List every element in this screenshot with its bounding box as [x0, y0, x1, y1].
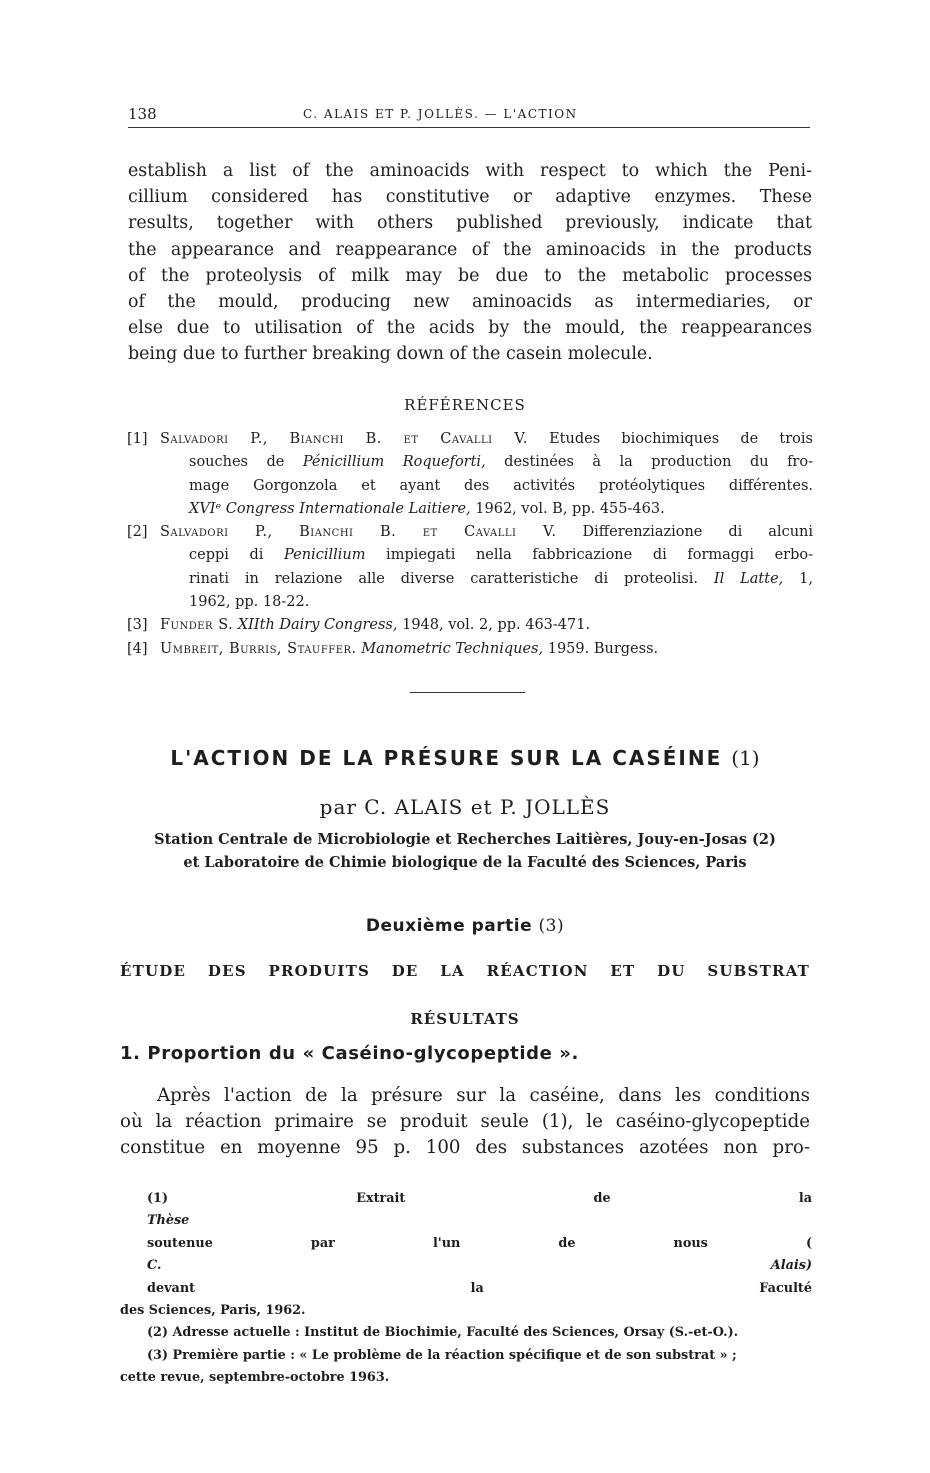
- text-line: being due to further breaking down of the casein molecule.: [128, 344, 653, 365]
- references-list: [127, 428, 813, 661]
- reference-text: 1948, vol. 2, pp. 463-471.: [397, 617, 591, 634]
- page-number: 138: [128, 105, 157, 123]
- reference-text: 1962, vol. B, pp. 455-463.: [470, 500, 665, 517]
- article-authors: par C. ALAIS et P. JOLLÈS: [319, 795, 611, 819]
- footnote-text: devant la Faculté: [147, 1280, 812, 1296]
- text-line: results, together with others published previously, indicate that: [128, 213, 812, 234]
- reference-number: [1]: [127, 431, 148, 447]
- reference-line: [127, 568, 813, 591]
- reference-authors: Umbreit, Burris, Stauffer.: [160, 640, 357, 657]
- reference-italic: XIIth Dairy Congress,: [237, 617, 398, 634]
- running-title: C. ALAIS ET P. JOLLÈS. — L'ACTION: [303, 107, 578, 121]
- affiliation-line: et Laboratoire de Chimie biologique de la Faculté des Sciences, Paris: [183, 854, 747, 871]
- reference-line: [127, 428, 813, 451]
- reference-line: [127, 521, 813, 544]
- reference-line: [127, 451, 813, 474]
- text-line: où la réaction primaire se produit seule (1), le caséino-glycopeptide: [120, 1111, 810, 1132]
- reference-text: Differenziazione di alcuni: [582, 524, 814, 541]
- reference-text: impiegati nella fabbricazione di formaggi erbo-: [365, 547, 813, 564]
- reference-number: [3]: [127, 617, 148, 634]
- reference-authors: Salvadori P., Bianchi B. et Cavalli V.: [160, 524, 557, 541]
- references-heading: RÉFÉRENCES: [404, 396, 526, 414]
- affiliation: [0, 828, 930, 874]
- reference-text: 1,: [783, 570, 813, 587]
- text-line: establish a list of the aminoacids with respect to which the Peni-: [128, 161, 812, 181]
- footnote-line: des Sciences, Paris, 1962.: [120, 1303, 306, 1319]
- reference-number: [4]: [127, 640, 148, 657]
- article-title: [0, 746, 930, 770]
- reference-italic: Pénicillium Roqueforti,: [302, 454, 486, 471]
- affiliation-line: Station Centrale de Microbiologie et Recherches Laitières, Jouy-en-Josas (2): [154, 831, 776, 848]
- text-line: of the proteolysis of milk may be due to the metabolic processes: [128, 265, 812, 286]
- footnotes: [120, 1188, 812, 1390]
- results-heading: RÉSULTATS: [410, 1010, 520, 1028]
- text-line: cillium considered has constitutive or adaptive enzymes. These: [128, 187, 812, 208]
- footnote-line: (2) Adresse actuelle : Institut de Biochimie, Faculté des Sciences, Orsay (S.-et-O.).: [147, 1325, 739, 1341]
- footnote-ref: (1): [731, 746, 760, 770]
- reference-italic: Il Latte,: [713, 570, 784, 587]
- running-header: [128, 101, 810, 128]
- reference-line: [127, 498, 813, 521]
- reference-text: 1959. Burgess.: [543, 640, 659, 657]
- text-line: of the mould, producing new aminoacids as intermediaries, or: [128, 292, 812, 313]
- reference-authors: Salvadori P., Bianchi B. et Cavalli V.: [160, 431, 528, 447]
- intro-paragraph: [128, 158, 812, 368]
- reference-text: souches de: [189, 454, 303, 471]
- section-divider: [410, 692, 525, 693]
- reference-line: 1962, pp. 18-22.: [189, 594, 310, 611]
- reference-item: [127, 428, 813, 521]
- reference-text: ceppi di: [189, 547, 285, 564]
- subsection-heading: 1. Proportion du « Caséino-glycopeptide ».: [120, 1043, 579, 1064]
- reference-authors: Funder S.: [160, 617, 234, 634]
- article-paragraph: [120, 1083, 810, 1161]
- footnote-line: (3) Première partie : « Le problème de la réaction spécifique et de son substrat » ;: [147, 1347, 737, 1363]
- text-line: else due to utilisation of the acids by the mould, the reappearances: [128, 318, 812, 339]
- reference-line: [127, 614, 813, 637]
- footnote-ref: (3): [538, 916, 565, 936]
- article-title-text: L'ACTION DE LA PRÉSURE SUR LA CASÉINE: [170, 746, 723, 770]
- text-line: constitue en moyenne 95 p. 100 des substances azotées non pro-: [120, 1137, 810, 1158]
- text-line: the appearance and reappearance of the aminoacids in the products: [128, 239, 812, 260]
- reference-italic: Penicillium: [284, 547, 366, 564]
- footnote-text: soutenue par l'un de nous (: [147, 1235, 812, 1251]
- reference-number: [2]: [127, 524, 148, 541]
- reference-text: Etudes biochimiques de trois: [549, 431, 813, 447]
- reference-item: [127, 638, 813, 661]
- footnote-italic: C. Alais): [147, 1258, 812, 1274]
- reference-line: mage Gorgonzola et ayant des activités protéolytiques différentes.: [189, 477, 813, 494]
- reference-item: [127, 614, 813, 637]
- footnote-line: cette revue, septembre-octobre 1963.: [120, 1370, 390, 1386]
- section-heading: ÉTUDE DES PRODUITS DE LA RÉACTION ET DU SUBSTRAT: [120, 962, 810, 980]
- reference-italic: Manometric Techniques,: [361, 640, 544, 657]
- reference-italic: XVIᵉ Congress Internationale Laitiere,: [189, 500, 471, 517]
- part-heading: [0, 916, 930, 936]
- footnote-line: [120, 1188, 812, 1300]
- reference-text: rinati in relazione alle diverse caratteristiche di proteolisi.: [189, 570, 714, 587]
- text-line: Après l'action de la présure sur la caséine, dans les conditions: [157, 1085, 810, 1106]
- reference-text: destinées à la production du fro-: [485, 454, 813, 471]
- part-title: Deuxième partie: [365, 916, 533, 936]
- reference-line: [127, 544, 813, 567]
- reference-line: [127, 638, 813, 661]
- footnote-text: (1) Extrait de la: [147, 1191, 812, 1206]
- footnote-italic: Thèse: [147, 1213, 190, 1229]
- reference-item: [127, 521, 813, 614]
